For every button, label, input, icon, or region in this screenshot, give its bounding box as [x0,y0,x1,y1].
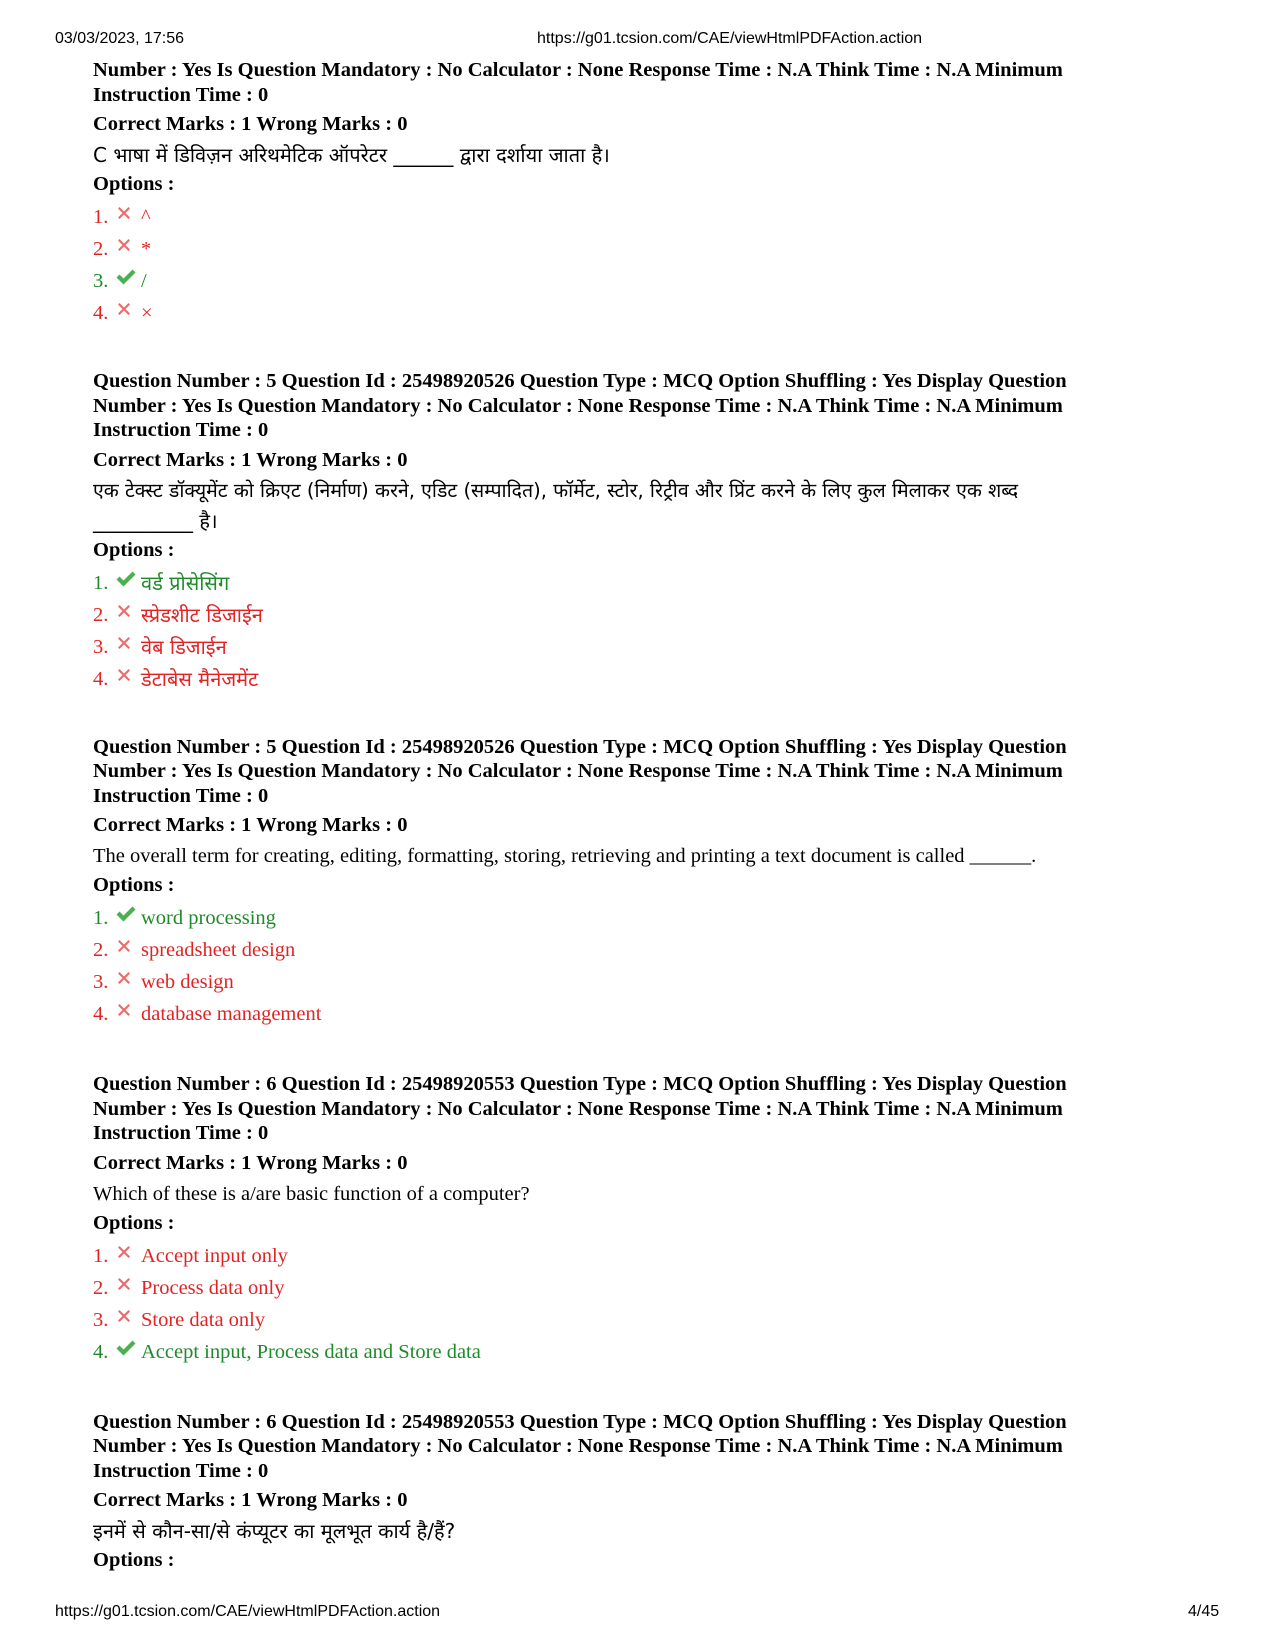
option-item [93,1336,1183,1368]
question-marks: Correct Marks : 1 Wrong Marks : 0 [93,1489,408,1511]
cross-icon [115,236,139,256]
option-number: 3. [93,635,109,658]
option-text: spreadsheet design [141,939,296,961]
cross-icon [115,1001,139,1021]
check-icon [115,1339,139,1359]
question-meta-line: Question Number : 5 Question Id : 25498920526 Question Type : MCQ Option Shuffling : Yes Display Question [93,735,1067,758]
option-item [93,1272,1183,1304]
option-item [93,265,1183,297]
options-label: Options : [93,1211,175,1234]
option-item [93,966,1183,998]
question-meta-line: Question Number : 5 Question Id : 25498920526 Question Type : MCQ Option Shuffling : Yes Display Question [93,370,1067,392]
cross-icon [115,300,139,320]
option-number: 4. [93,667,109,690]
question-text: Which of these is a/are basic function of a computer? [93,1182,530,1205]
question-block [93,369,1183,695]
option-number: 3. [93,1308,109,1331]
options-label: Options : [93,874,175,896]
question-marks: Correct Marks : 1 Wrong Marks : 0 [93,113,408,135]
question-text: The overall term for creating, editing, formatting, storing, retrieving and printing a text document is called ______. [93,845,1037,867]
option-number: 2. [93,603,109,626]
option-text: / [141,270,147,292]
option-text: वेब डिजाईन [141,634,227,659]
option-number: 3. [93,971,109,993]
question-meta-line: Number : Yes Is Question Mandatory : No Calculator : None Response Time : N.A Think Time : N.A Minimum [93,1097,1063,1120]
question-meta-line: Instruction Time : 0 [93,784,269,807]
option-number: 2. [93,939,109,961]
cross-icon [115,969,139,989]
option-number: 2. [93,238,109,260]
check-icon [115,570,139,590]
check-icon [115,905,139,925]
option-text: database management [141,1003,322,1025]
question-paper-content [93,58,1183,1577]
option-text: स्प्रेडशीट डिजाईन [141,602,263,627]
options-label: Options : [93,538,175,561]
question-block [93,1410,1183,1574]
option-number: 4. [93,1340,109,1363]
question-meta-line: Instruction Time : 0 [93,83,269,106]
question-meta-line: Number : Yes Is Question Mandatory : No Calculator : None Response Time : N.A Think Time : N.A Minimum [93,760,1063,782]
cross-icon [115,666,139,686]
cross-icon [115,1307,139,1327]
option-number: 4. [93,302,109,324]
option-item [93,934,1183,966]
cross-icon [115,1275,139,1295]
option-text: word processing [141,907,276,929]
option-number: 1. [93,907,109,929]
question-text: C भाषा में डिविज़न अरिथमेटिक ऑपरेटर ______ द्वारा दर्शाया जाता है। [93,143,610,167]
option-item [93,567,1183,599]
option-text: वर्ड प्रोसेसिंग [141,570,230,595]
option-text: ^ [141,206,151,228]
option-text: Accept input, Process data and Store data [141,1340,481,1363]
check-icon [115,268,139,288]
option-item [93,663,1183,695]
option-number: 2. [93,1276,109,1299]
question-meta-line: Number : Yes Is Question Mandatory : No Calculator : None Response Time : N.A Think Time : N.A Minimum [93,394,1063,417]
cross-icon [115,204,139,224]
question-meta-line: Number : Yes Is Question Mandatory : No Calculator : None Response Time : N.A Think Time : N.A Minimum [93,59,1063,81]
question-meta-line: Question Number : 6 Question Id : 25498920553 Question Type : MCQ Option Shuffling : Yes Display Question [93,1073,1067,1095]
option-item [93,599,1183,631]
cross-icon [115,634,139,654]
option-number: 1. [93,1244,109,1267]
option-item [93,201,1183,233]
question-marks: Correct Marks : 1 Wrong Marks : 0 [93,814,408,836]
question-meta-line: Instruction Time : 0 [93,1122,269,1144]
question-marks: Correct Marks : 1 Wrong Marks : 0 [93,448,408,471]
question-meta-line: Number : Yes Is Question Mandatory : No Calculator : None Response Time : N.A Think Time : N.A Minimum [93,1435,1063,1457]
options-label: Options : [93,1549,175,1571]
cross-icon [115,602,139,622]
option-text: × [141,302,153,324]
question-meta-line: Question Number : 6 Question Id : 25498920553 Question Type : MCQ Option Shuffling : Yes Display Question [93,1410,1067,1433]
option-text: Store data only [141,1308,266,1331]
option-item [93,631,1183,663]
question-meta-line: Instruction Time : 0 [93,1459,269,1482]
option-number: 4. [93,1003,109,1025]
print-header-url: https://g01.tcsion.com/CAE/viewHtmlPDFAction.action [537,30,923,47]
option-number: 1. [93,206,109,228]
question-meta-line: Instruction Time : 0 [93,419,269,441]
option-item [93,297,1183,329]
option-item [93,1240,1183,1272]
question-text: __________ है। [93,508,218,533]
print-datetime: 03/03/2023, 17:56 [55,30,185,47]
option-text: Process data only [141,1276,285,1299]
option-item [93,233,1183,265]
option-item [93,902,1183,934]
option-item [93,1304,1183,1336]
options-label: Options : [93,173,175,195]
option-text: Accept input only [141,1244,288,1267]
question-text: इनमें से कौन-सा/से कंप्यूटर का मूलभूत कार्य है/हैं? [93,1519,456,1543]
option-text: web design [141,971,234,993]
cross-icon [115,937,139,957]
page-number: 4/45 [1188,1603,1220,1620]
option-item [93,998,1183,1030]
question-marks: Correct Marks : 1 Wrong Marks : 0 [93,1151,408,1174]
option-text: * [141,238,152,260]
option-text: डेटाबेस मैनेजमेंट [141,666,259,691]
question-block [93,735,1183,1031]
print-footer-url: https://g01.tcsion.com/CAE/viewHtmlPDFAction.action [55,1603,441,1620]
question-text: एक टेक्स्ट डॉक्यूमेंट को क्रिएट (निर्माण) करने, एडिट (सम्पादित), फॉर्मेट, स्टोर, रिट्रीव और प्रिंट करने के लिए कुल मिलाकर एक शब्द [93,478,1019,502]
question-block [93,58,1183,329]
question-block [93,1072,1183,1368]
option-number: 3. [93,270,109,292]
option-number: 1. [93,571,109,594]
cross-icon [115,1243,139,1263]
